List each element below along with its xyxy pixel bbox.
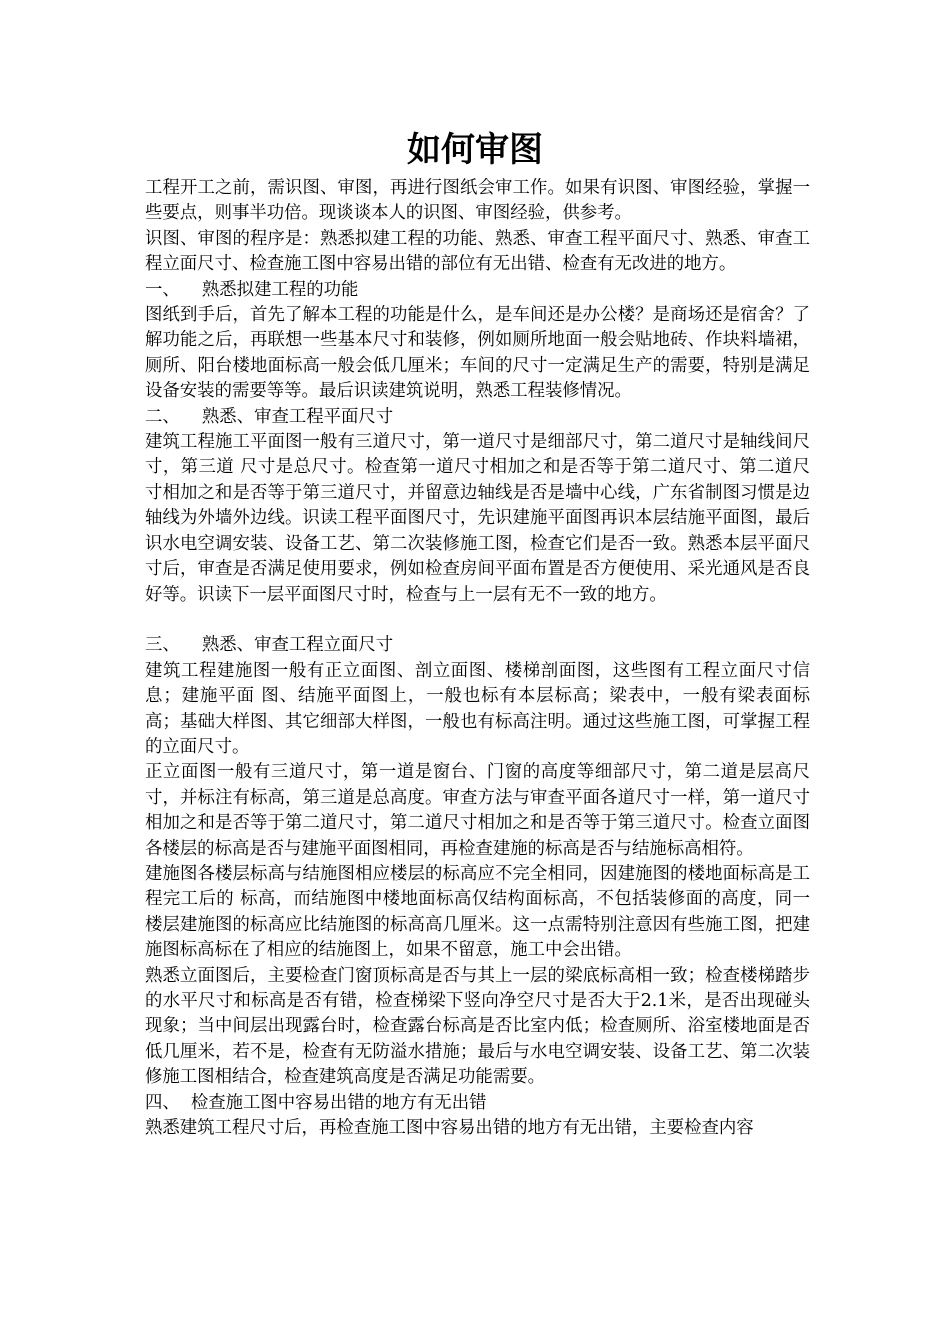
- paragraph-intro: 工程开工之前，需识图、审图，再进行图纸会审工作。如果有识图、审图经验，掌握一些要点，则事半功倍。现谈谈本人的识图、审图经验，供参考。: [145, 178, 810, 224]
- section-heading-1: 一、 熟悉拟建工程的功能: [145, 279, 359, 300]
- paragraph-section-2: 建筑工程施工平面图一般有三道尺寸，第一道尺寸是细部尺寸，第二道尺寸是轴线间尺寸，第三道 尺寸是总尺寸。检查第一道尺寸相加之和是否等于第二道尺寸、第二道尺寸相加之和是否等于第三道尺寸，并留意边轴线是否是墙中心线，广东省制图习惯是边轴线为外墙外边线。识读工程平面图尺寸，先识建施平面图再识本层结施平面图，最后识水电空调安装、设备工艺、第二次装修施工图，检查它们是否一致。熟悉本层平面尺寸后，审查是否满足使用要求，例如检查房间平面布置是否方便使用、采光通风是否良好等。识读下一层平面图尺寸时，检查与上一层有无不一致的地方。: [145, 432, 810, 605]
- section-heading-4: 四、 检查施工图中容易出错的地方有无出错: [145, 1092, 487, 1113]
- paragraph-procedure: 识图、审图的程序是：熟悉拟建工程的功能、熟悉、审查工程平面尺寸、熟悉、审查工程立面尺寸、检查施工图中容易出错的部位有无出错、检查有无改进的地方。: [145, 228, 810, 275]
- document-title: 如何审图: [407, 130, 543, 170]
- paragraph-section-4: 熟悉建筑工程尺寸后，再检查施工图中容易出错的地方有无出错，主要检查内容: [145, 1118, 754, 1139]
- paragraph-section-3c: 建施图各楼层标高与结施图相应楼层的标高应不完全相同，因建施图的楼地面标高是工程完工后的 标高，而结施图中楼地面标高仅结构面标高，不包括装修面的高度，同一楼层建施图的标高应比结施图的标高高几厘米。这一点需特别注意因有些施工图，把建施图标高标在了相应的结施图上，如果不留意，施工中会出错。: [145, 863, 810, 961]
- paragraph-section-1: 图纸到手后，首先了解本工程的功能是什么，是车间还是办公楼？是商场还是宿舍？了解功能之后，再联想一些基本尺寸和装修，例如厕所地面一般会贴地砖、作块料墙裙，厕所、阳台楼地面标高一般会低几厘米；车间的尺寸一定满足生产的需要，特别是满足设备安装的需要等等。最后识读建筑说明，熟悉工程装修情况。: [145, 305, 810, 402]
- blank-line: [145, 608, 810, 633]
- paragraph-section-3d: 熟悉立面图后，主要检查门窗顶标高是否与其上一层的梁底标高相一致；检查楼梯踏步的水平尺寸和标高是否有错，检查梯梁下竖向净空尺寸是否大于2.1米，是否出现碰头现象；当中间层出现露台时，检查露台标高是否比室内低；检查厕所、浴室楼地面是否低几厘米，若不是，检查有无防溢水措施；最后与水电空调安装、设备工艺、第二次装修施工图相结合，检查建筑高度是否满足功能需要。: [145, 965, 810, 1088]
- section-heading-3: 三、 熟悉、审查工程立面尺寸: [145, 635, 394, 656]
- section-heading-2: 二、 熟悉、审查工程平面尺寸: [145, 406, 394, 427]
- paragraph-section-3b: 正立面图一般有三道尺寸，第一道是窗台、门窗的高度等细部尺寸，第二道是层高尺寸，并标注有标高，第三道是总高度。审查方法与审查平面各道尺寸一样，第一道尺寸相加之和是否等于第二道尺寸，第二道尺寸相加之和是否等于第三道尺寸。检查立面图各楼层的标高是否与建施平面图相同，再检查建施的标高是否与结施标高相符。: [145, 762, 810, 859]
- document-body: [145, 176, 810, 1141]
- paragraph-section-3a: 建筑工程建施图一般有正立面图、剖立面图、楼梯剖面图，这些图有工程立面尺寸信息；建施平面 图、结施平面图上，一般也标有本层标高；梁表中，一般有梁表面标高；基础大样图、其它细部大样图，一般也有标高注明。通过这些施工图，可掌握工程的立面尺寸。: [145, 660, 810, 757]
